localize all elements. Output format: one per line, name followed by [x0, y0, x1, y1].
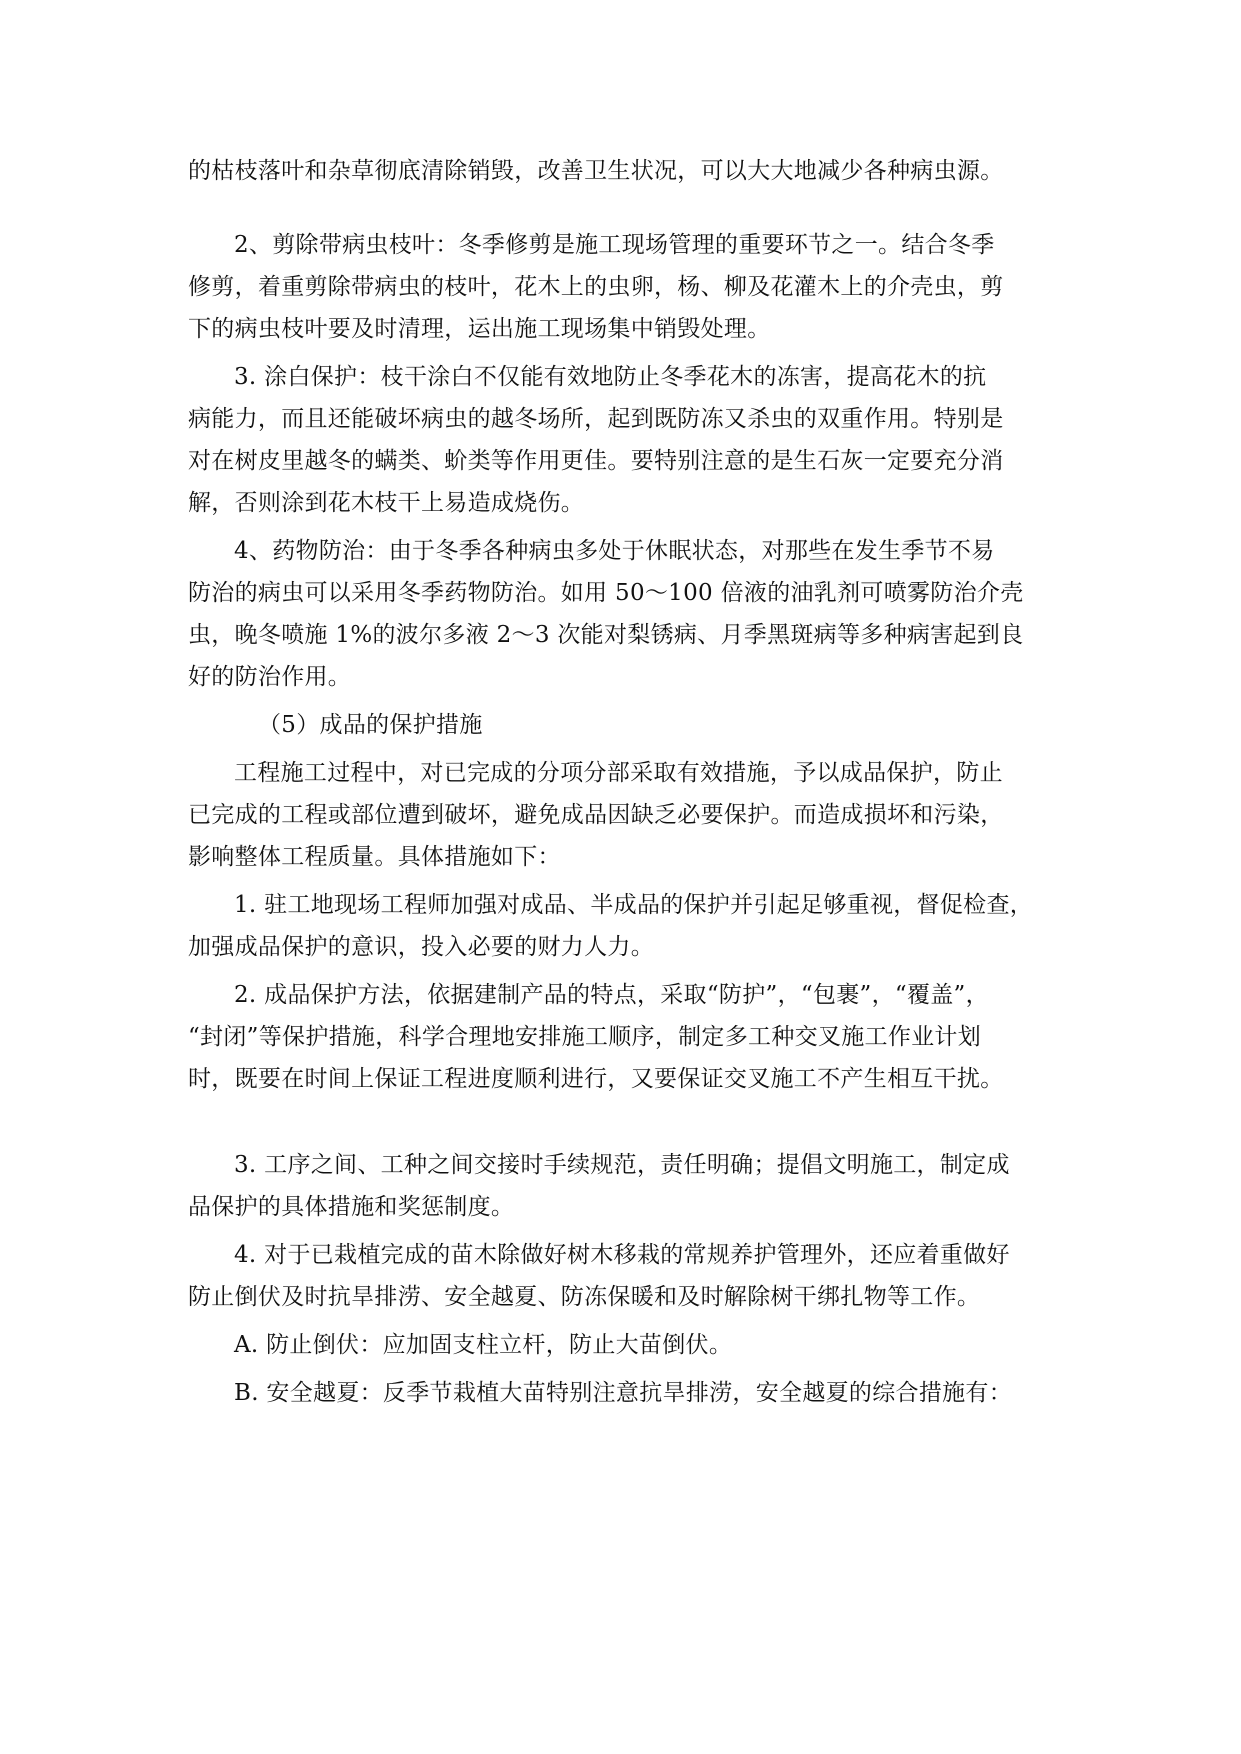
paragraph-line: 加强成品保护的意识，投入必要的财力人力。	[188, 934, 654, 960]
paragraph-line: 已完成的工程或部位遭到破坏，避免成品因缺乏必要保护。而造成损坏和污染，	[188, 802, 1004, 828]
paragraph-line: 影响整体工程质量。具体措施如下：	[188, 844, 561, 870]
paragraph-line: 4. 对于已栽植完成的苗木除做好树木移栽的常规养护管理外，还应着重做好	[234, 1242, 1010, 1268]
paragraph-line: 对在树皮里越冬的螨类、蚧类等作用更佳。要特别注意的是生石灰一定要充分消	[188, 448, 1004, 474]
paragraph-line: 3. 工序之间、工种之间交接时手续规范，责任明确；提倡文明施工，制定成	[234, 1152, 1010, 1178]
paragraph-line: 2、剪除带病虫枝叶：冬季修剪是施工现场管理的重要环节之一。结合冬季	[234, 232, 995, 258]
paragraph-line: 下的病虫枝叶要及时清理，运出施工现场集中销毁处理。	[188, 316, 771, 342]
paragraph-line: 防治的病虫可以采用冬季药物防治。如用 50～100 倍液的油乳剂可喷雾防治介壳	[188, 580, 1024, 606]
paragraph-line: A. 防止倒伏：应加固支柱立杆，防止大苗倒伏。	[234, 1332, 733, 1358]
paragraph-line: 好的防治作用。	[188, 664, 352, 690]
paragraph-line: 解，否则涂到花木枝干上易造成烧伤。	[188, 490, 585, 516]
paragraph-line: 1. 驻工地现场工程师加强对成品、半成品的保护并引起足够重视，督促检查，	[234, 892, 1034, 918]
paragraph-line: B. 安全越夏：反季节栽植大苗特别注意抗旱排涝，安全越夏的综合措施有：	[234, 1380, 1013, 1406]
paragraph-line: “封闭”等保护措施，科学合理地安排施工顺序，制定多工种交叉施工作业计划	[188, 1024, 982, 1050]
paragraph-line: 病能力，而且还能破坏病虫的越冬场所，起到既防冻又杀虫的双重作用。特别是	[188, 406, 1004, 432]
section-heading: （5）成品的保护措施	[258, 712, 483, 738]
paragraph-line: 工程施工过程中，对已完成的分项分部采取有效措施，予以成品保护，防止	[234, 760, 1003, 786]
paragraph-line: 虫，晚冬喷施 1%的波尔多液 2～3 次能对梨锈病、月季黑斑病等多种病害起到良	[188, 622, 1024, 648]
paragraph-line: 时，既要在时间上保证工程进度顺利进行，又要保证交叉施工不产生相互干扰。	[188, 1066, 1004, 1092]
paragraph-line: 的枯枝落叶和杂草彻底清除销毁，改善卫生状况，可以大大地减少各种病虫源。	[188, 158, 1004, 184]
paragraph-line: 品保护的具体措施和奖惩制度。	[188, 1194, 515, 1220]
paragraph-line: 4、药物防治：由于冬季各种病虫多处于休眠状态，对那些在发生季节不易	[234, 538, 995, 564]
paragraph-line: 防止倒伏及时抗旱排涝、安全越夏、防冻保暖和及时解除树干绑扎物等工作。	[188, 1284, 981, 1310]
document-page	[188, 0, 1063, 1754]
paragraph-line: 修剪，着重剪除带病虫的枝叶，花木上的虫卵，杨、柳及花灌木上的介壳虫，剪	[188, 274, 1004, 300]
paragraph-line: 2. 成品保护方法，依据建制产品的特点，采取“防护”，“包裹”，“覆盖”，	[234, 982, 989, 1008]
paragraph-line: 3. 涂白保护：枝干涂白不仅能有效地防止冬季花木的冻害，提高花木的抗	[234, 364, 987, 390]
